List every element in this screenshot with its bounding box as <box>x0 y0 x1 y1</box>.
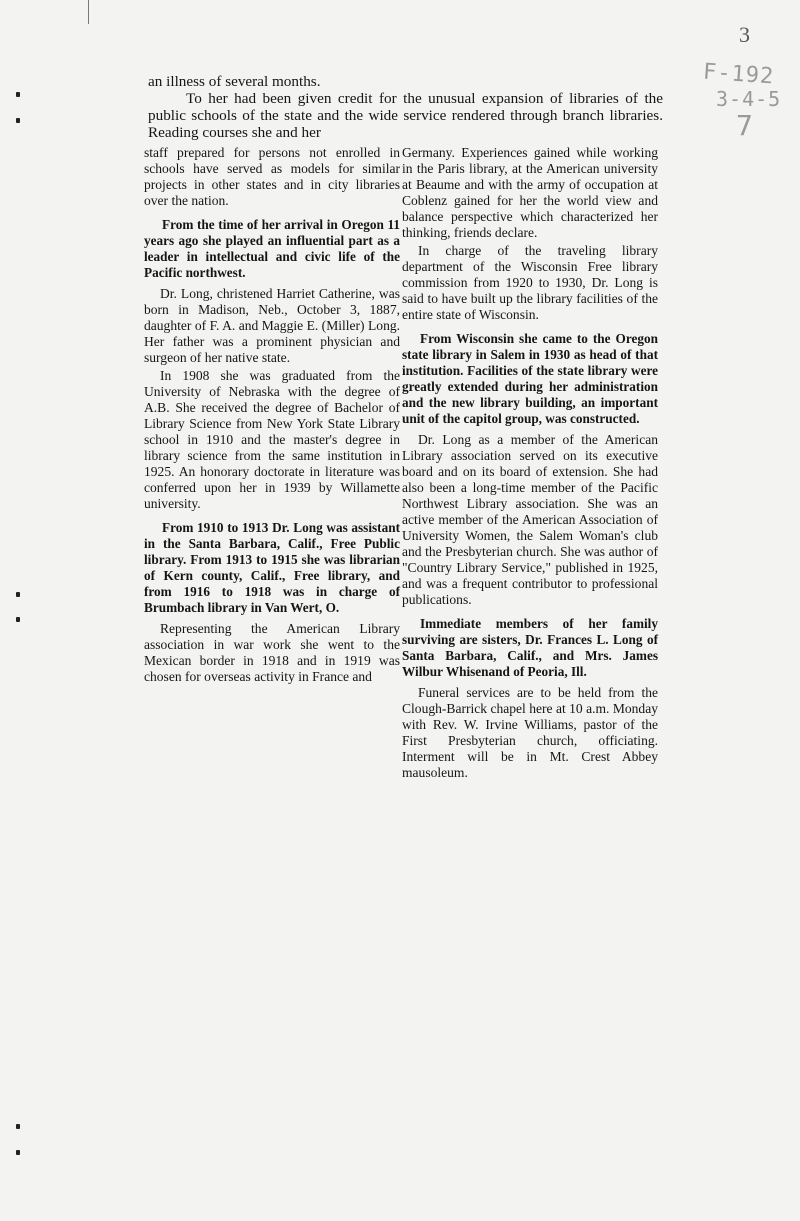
page-edge-line <box>88 0 89 24</box>
right-paragraph-2: In charge of the traveling library department of the Wisconsin Free library commission from 1920 to 1930, Dr. Long is said to have built up the library facilities of the entire state of Wisconsin. <box>402 243 658 322</box>
right-article-column <box>402 145 658 783</box>
right-bold-paragraph-1: From Wisconsin she came to the Oregon state library in Salem in 1930 as head of that institution. Facilities of the state library were greatly extended during her administration and the new library building, an important unit of the capitol group, was constructed. <box>402 331 658 426</box>
right-bold-paragraph-2: Immediate members of her family surviving are sisters, Dr. Frances L. Long of Santa Barbara, Calif., and Mrs. James Wilbur Whisenand of Peoria, Ill. <box>402 616 658 679</box>
margin-mark <box>16 617 20 622</box>
intro-paragraph: To her had been given credit for the unusual expansion of libraries of the public schools of the state and the wide service rendered through branch libraries. Reading courses she and her <box>148 90 663 141</box>
page-number: 3 <box>739 22 750 47</box>
left-bold-paragraph-2: From 1910 to 1913 Dr. Long was assistant in the Santa Barbara, Calif., Free Public library. From 1913 to 1915 she was librarian of Kern county, Calif., Free library, and from 1916 to 1918 was in charge of Brumbach library in Van Wert, O. <box>144 520 400 615</box>
left-paragraph-2: Dr. Long, christened Harriet Catherine, was born in Madison, Neb., October 3, 1887, daughter of F. A. and Maggie E. (Miller) Long. Her father was a prominent physician and surgeon of her native state. <box>144 286 400 365</box>
margin-mark <box>16 592 20 597</box>
right-paragraph-1: Germany. Experiences gained while working in the Paris library, at the American university at Beaume and with the army of occupation at Coblenz gained for her the world view and balance perspective which characterized her thinking, friends declare. <box>402 145 658 240</box>
handwritten-annotation-line-2: 3-4-5 <box>716 87 782 111</box>
left-paragraph-3: In 1908 she was graduated from the University of Nebraska with the degree of A.B. She received the degree of Bachelor of Library Science from New York State Library school in 1910 and the master's degree in library science from the same institution in 1925. An honorary doctorate in literature was conferred upon her in 1939 by Willamette university. <box>144 368 400 511</box>
handwritten-annotation-line-3: 7 <box>736 109 754 142</box>
handwritten-annotation-line-1: F-192 <box>702 59 776 90</box>
left-paragraph-4: Representing the American Library association in war work she went to the Mexican border in 1918 and in 1919 was chosen for overseas activity in France and <box>144 621 400 684</box>
right-paragraph-4: Funeral services are to be held from the Clough-Barrick chapel here at 10 a.m. Monday with Rev. W. Irvine Williams, pastor of the First Presbyterian church, officiating. Interment will be in Mt. Crest Abbey mausoleum. <box>402 685 658 780</box>
margin-mark <box>16 118 20 123</box>
left-article-column <box>144 145 400 687</box>
intro-section <box>148 73 663 144</box>
margin-mark <box>16 1124 20 1129</box>
margin-mark <box>16 1150 20 1155</box>
left-paragraph-1: staff prepared for persons not enrolled in schools have served as models for similar projects in other states and in city libraries over the nation. <box>144 145 400 208</box>
margin-mark <box>16 92 20 97</box>
intro-first-line: an illness of several months. <box>148 73 321 90</box>
left-bold-paragraph-1: From the time of her arrival in Oregon 11 years ago she played an influential part as a leader in intellectual and civic life of the Pacific northwest. <box>144 217 400 280</box>
right-paragraph-3: Dr. Long as a member of the American Library association served on its executive board and on its board of extension. She had also been a long-time member of the Pacific Northwest Library association. She was an active member of the American Association of University Women, the Salem Woman's club and the Presbyterian church. She was author of "Country Library Service," published in 1925, and was a frequent contributor to professional publications. <box>402 432 658 607</box>
